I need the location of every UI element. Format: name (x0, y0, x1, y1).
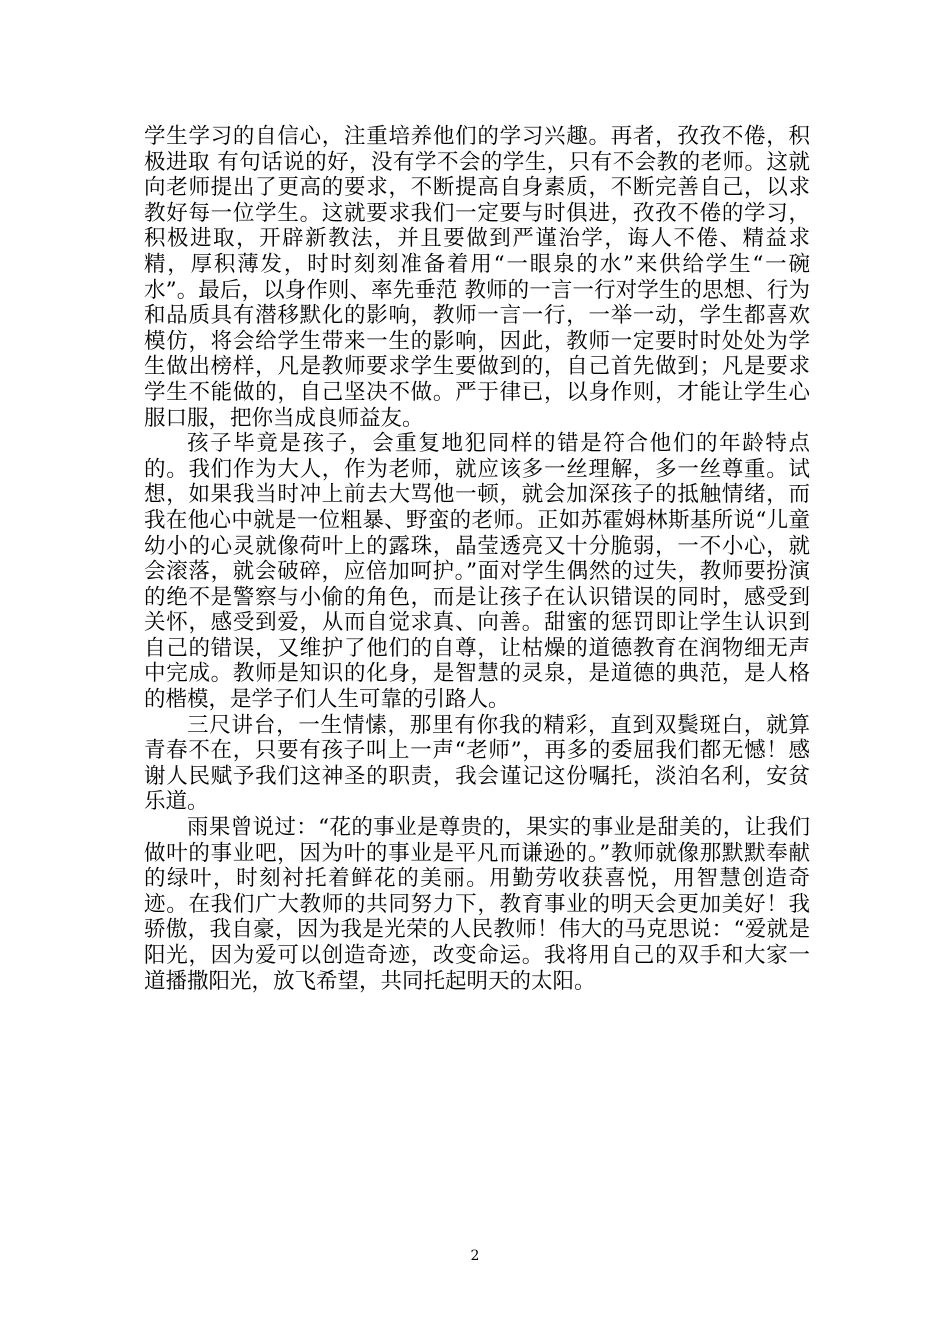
paragraph-4: 雨果曾说过：“花的事业是尊贵的，果实的事业是甜美的，让我们做叶的事业吧，因为叶的事业是平凡而谦逊的。”教师就像那默默奉献的绿叶，时刻衬托着鲜花的美丽。用勤劳收获喜悦，用智慧创造奇迹。在我们广大教师的共同努力下，教育事业的明天会更加美好！我骄傲，我自豪，因为我是光荣的人民教师！伟大的马克思说：“爱就是阳光，因为爱可以创造奇迹，改变命运。我将用自己的双手和大家一道播撒阳光，放飞希望，共同托起明天的太阳。 (144, 815, 810, 994)
paragraph-1: 学生学习的自信心，注重培养他们的学习兴趣。再者，孜孜不倦，积极进取 有句话说的好，没有学不会的学生，只有不会教的老师。这就向老师提出了更高的要求，不断提高自身素质，不断完善自己，以求教好每一位学生。这就要求我们一定要与时俱进，孜孜不倦的学习，积极进取，开辟新教法，并且要做到严谨治学，诲人不倦、精益求精，厚积薄发，时时刻刻准备着用“一眼泉的水”来供给学生“一碗水”。最后，以身作则、率先垂范 教师的一言一行对学生的思想、行为和品质具有潜移默化的影响，教师一言一行，一举一动，学生都喜欢模仿，将会给学生带来一生的影响，因此，教师一定要时时处处为学生做出榜样，凡是教师要求学生要做到的，自己首先做到；凡是要求学生不能做的，自己坚决不做。严于律已，以身作则，才能让学生心服口服，把你当成良师益友。 (144, 124, 810, 431)
paragraph-3: 三尺讲台，一生情愫，那里有你我的精彩，直到双鬓斑白，就算青春不在，只要有孩子叫上一声“老师”，再多的委屈我们都无憾！感谢人民赋予我们这神圣的职责，我会谨记这份嘱托，淡泊名利，安贫乐道。 (144, 712, 810, 815)
paragraph-2: 孩子毕竟是孩子，会重复地犯同样的错是符合他们的年龄特点的。我们作为大人，作为老师，就应该多一丝理解，多一丝尊重。试想，如果我当时冲上前去大骂他一顿，就会加深孩子的抵触情绪，而我在他心中就是一位粗暴、野蛮的老师。正如苏霍姆林斯基所说“儿童幼小的心灵就像荷叶上的露珠，晶莹透亮又十分脆弱，一不小心，就会滚落，就会破碎，应倍加呵护。”面对学生偶然的过失，教师要扮演的绝不是警察与小偷的角色，而是让孩子在认识错误的同时，感受到关怀，感受到爱，从而自觉求真、向善。甜蜜的惩罚即让学生认识到自己的错误，又维护了他们的自尊，让枯燥的道德教育在润物细无声中完成。教师是知识的化身，是智慧的灵泉，是道德的典范，是人格的楷模，是学子们人生可靠的引路人。 (144, 431, 810, 713)
page-number: 2 (470, 1248, 480, 1264)
document-body (144, 124, 810, 994)
